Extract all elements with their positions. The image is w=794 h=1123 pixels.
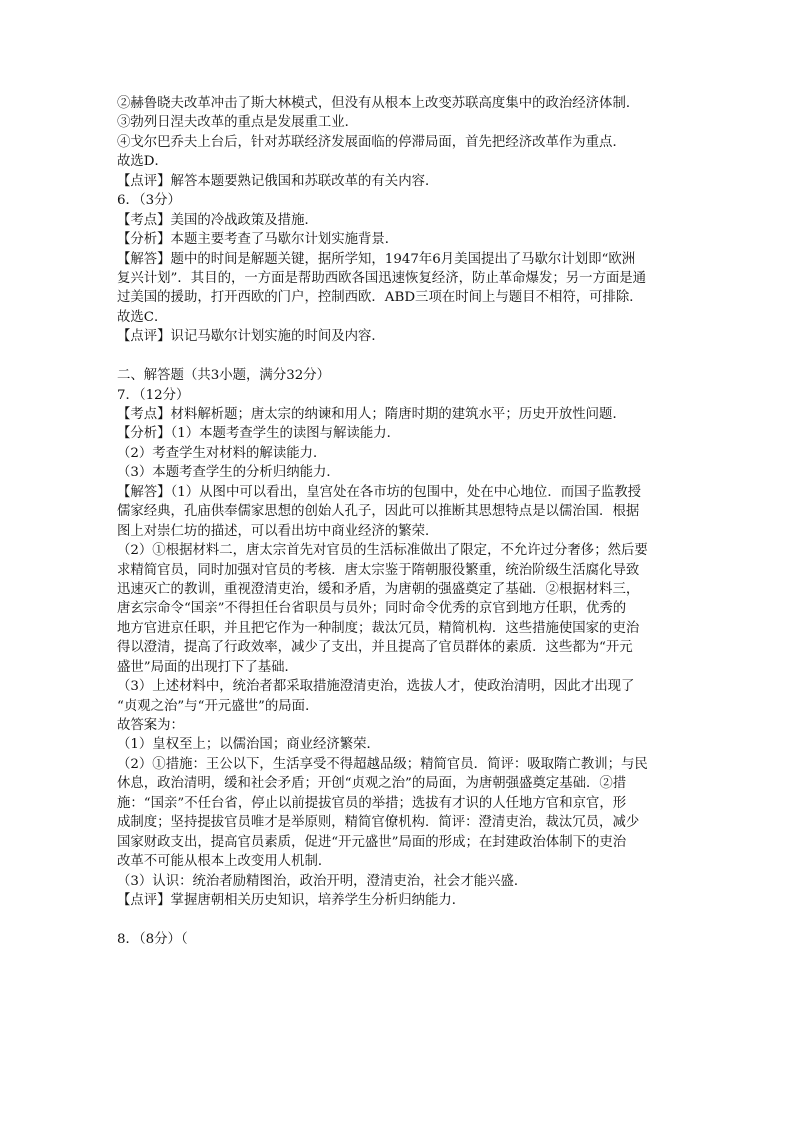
text-line: 过美国的援助，打开西欧的门户，控制西欧．ABD三项在时间上与题目不相符，可排除． <box>117 290 643 306</box>
text-line: 【分析】（1）本题考查学生的读图与解读能力． <box>117 426 401 442</box>
text-line: 图上对崇仁坊的描述，可以看出坊中商业经济的繁荣． <box>117 523 439 539</box>
question-number: 6．（3分） <box>117 193 181 209</box>
text-line: 故答案为： <box>117 718 184 733</box>
text-line: 求精简官员，同时加强对官员的考核．唐太宗鉴于隋朝服役繁重，统治阶级生活腐化导致 <box>117 562 640 578</box>
text-line: 【点评】掌握唐朝相关历史知识，培养学生分析归纳能力． <box>117 892 466 908</box>
text-line: 【点评】解答本题要熟记俄国和苏联改革的有关内容． <box>117 173 439 189</box>
text-line: （3）上述材料中，统治者都采取措施澄清吏治，选拔人才，使政治清明，因此才出现了 <box>117 679 635 695</box>
text-line: 迅速灭亡的教训，重视澄清吏治，缓和矛盾，为唐朝的强盛奠定了基础．②根据材料三， <box>117 581 640 597</box>
text-line: ③勃列日涅夫改革的重点是发展重工业． <box>117 115 359 131</box>
text-line: ④戈尔巴乔夫上台后，针对苏联经济发展面临的停滞局面，首先把经济改革作为重点． <box>117 134 626 150</box>
text-line: 【解答】题中的时间是解题关键，据所学知，1947年6月美国提出了马歇尔计划即“欧洲 <box>117 251 636 267</box>
text-line: （2）①措施：王公以下，生活享受不得超越品级；精简官员．简评：吸取隋亡教训；与民 <box>117 756 648 772</box>
text-line: ②赫鲁晓夫改革冲击了斯大林模式，但没有从根本上改变苏联高度集中的政治经济体制． <box>117 96 640 111</box>
text-line: 【点评】识记马歇尔计划实施的时间及内容． <box>117 329 385 345</box>
text-line: （3）认识：统治者励精图治，政治开明，澄清吏治，社会才能兴盛． <box>117 873 528 889</box>
text-line: 【考点】材料解析题；唐太宗的纳谏和用人；隋唐时期的建筑水平；历史开放性问题． <box>117 407 626 422</box>
text-line: 唐玄宗命令“国亲”不得担任台省职员与员外；同时命令优秀的京官到地方任职，优秀的 <box>117 601 627 617</box>
answer-block-q7 <box>117 366 677 910</box>
text-line: 施：“国亲”不任台省，停止以前提拔官员的举措；选拔有才识的人任地方官和京官，形 <box>117 795 627 811</box>
text-line: 盛世”局面的出现打下了基础． <box>117 659 298 675</box>
text-line: 成制度；坚持提拔官员唯才是举原则，精简官僚机构．简评：澄清吏治，裁汰冗员，减少 <box>117 815 640 831</box>
text-line: 【分析】本题主要考查了马歇尔计划实施背景． <box>117 232 399 248</box>
question-number: 8．（8分）（ <box>117 931 188 947</box>
text-line: （3）本题考查学生的分析归纳能力． <box>117 465 340 481</box>
text-line: 改革不可能从根本上改变用人机制． <box>117 854 332 870</box>
text-line: 国家财政支出，提高官员素质，促进“开元盛世”局面的形成；在封建政治体制下的吏治 <box>117 834 627 850</box>
text-line: （1）皇权至上；以儒治国；商业经济繁荣． <box>117 737 380 753</box>
text-line: 得以澄清，提高了行政效率，减少了支出，并且提高了官员群体的素质．这些都为“开元 <box>117 640 633 656</box>
text-line: “贞观之治”与“开元盛世”的局面． <box>117 698 319 714</box>
text-line: 复兴计划”．其目的，一方面是帮助西欧各国迅速恢复经济，防止革命爆发；另一方面是通 <box>117 270 647 286</box>
text-line: 休息，政治清明，缓和社会矛盾；开创“贞观之治”的局面，为唐朝强盛奠定基础．②措 <box>117 776 627 792</box>
text-line: 【解答】（1）从图中可以看出，皇宫处在各市坊的包围中，处在中心地位．而国子监教授 <box>117 484 642 500</box>
text-line: 【考点】美国的冷战政策及措施． <box>117 212 318 228</box>
text-line: 地方官进京任职，并且把它作为一种制度；裁汰冗员，精简机构．这些措施使国家的吏治 <box>117 620 640 636</box>
text-line: 故选C． <box>117 309 168 325</box>
text-line: 故选D． <box>117 154 168 170</box>
text-line: （2）考查学生对材料的解读能力． <box>117 445 327 461</box>
text-line: （2）①根据材料二，唐太宗首先对官员的生活标准做出了限定，不允许过分奢侈；然后要 <box>117 543 648 559</box>
section-heading: 二、解答题（共3小题，满分32分） <box>117 368 331 384</box>
answer-block-q5-q6 <box>117 94 677 347</box>
spacer <box>117 347 677 366</box>
document-page <box>117 94 677 949</box>
question-number: 7．（12分） <box>117 387 190 403</box>
text-line: 儒家经典，孔庙供奉儒家思想的创始人孔子，因此可以推断其思想特点是以儒治国．根据 <box>117 504 640 520</box>
